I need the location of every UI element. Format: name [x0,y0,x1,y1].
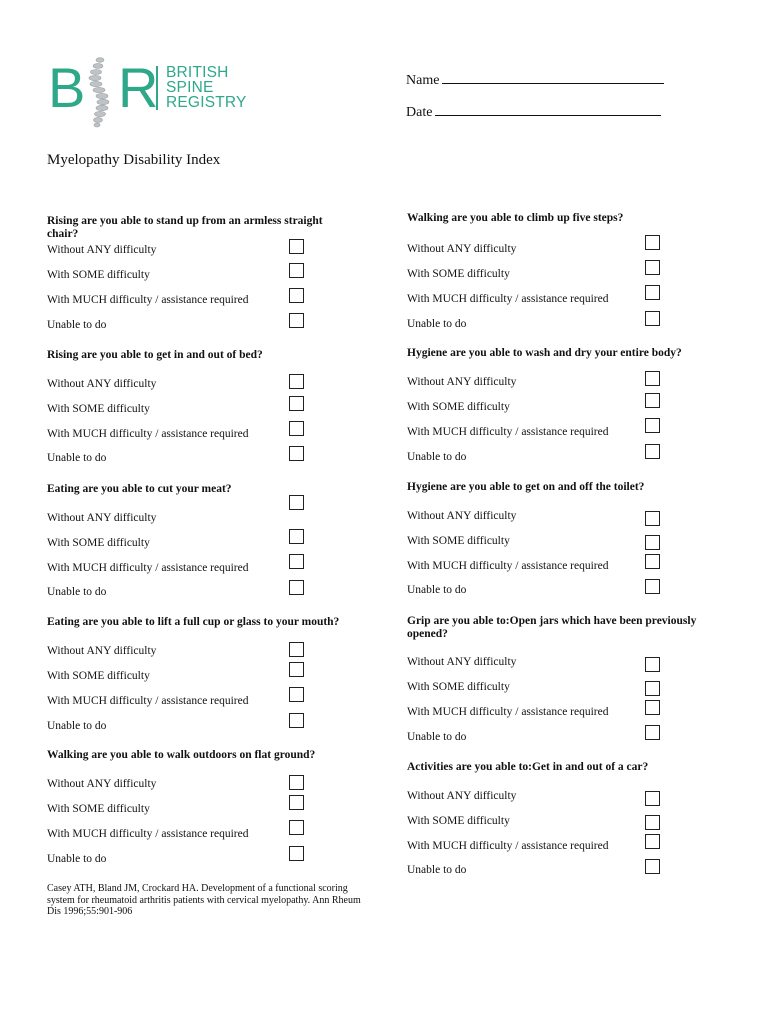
logo-letters [48,54,158,130]
option-label: With MUCH difficulty / assistance required [47,828,249,840]
option-label: With MUCH difficulty / assistance required [47,695,249,707]
checkbox[interactable] [645,371,660,386]
option-label: With SOME difficulty [407,535,510,547]
checkbox[interactable] [645,791,660,806]
option-label: Unable to do [47,452,107,464]
option-label: Without ANY difficulty [47,378,157,390]
option-label: Without ANY difficulty [407,376,517,388]
option-label: With SOME difficulty [47,670,150,682]
question: Hygiene are you able to wash and dry your entire body? [407,347,682,359]
checkbox[interactable] [645,511,660,526]
checkbox[interactable] [289,662,304,677]
checkbox[interactable] [289,580,304,595]
option-label: Without ANY difficulty [47,512,157,524]
checkbox[interactable] [645,834,660,849]
british-spine-registry-logo [48,54,258,130]
question: Walking are you able to climb up five steps? [407,212,624,224]
option-label: With MUCH difficulty / assistance required [407,426,609,438]
option-label: Unable to do [47,720,107,732]
checkbox[interactable] [645,579,660,594]
checkbox[interactable] [645,700,660,715]
option-label: With SOME difficulty [47,537,150,549]
option-label: Unable to do [407,451,467,463]
option-label: Unable to do [47,853,107,865]
checkbox[interactable] [289,313,304,328]
logo-wordmark [166,65,247,110]
checkbox[interactable] [645,393,660,408]
checkbox[interactable] [289,846,304,861]
date-label: Date [406,105,433,120]
checkbox[interactable] [645,418,660,433]
option-label: With MUCH difficulty / assistance required [407,293,609,305]
question: Activities are you able to:Get in and out of a car? [407,761,649,773]
checkbox[interactable] [289,446,304,461]
citation: Casey ATH, Bland JM, Crockard HA. Development of a functional scoring system for rheumatoid arthritis patients with cervical myelopathy. Ann Rheum Dis 1996;55:901-906 [47,883,361,917]
checkbox[interactable] [645,535,660,550]
checkbox[interactable] [289,775,304,790]
option-label: Without ANY difficulty [407,510,517,522]
checkbox[interactable] [645,725,660,740]
logo-letter-r: R [118,56,157,119]
checkbox[interactable] [289,396,304,411]
option-label: With MUCH difficulty / assistance required [47,562,249,574]
checkbox[interactable] [645,285,660,300]
option-label: Without ANY difficulty [47,645,157,657]
page-title: Myelopathy Disability Index [47,152,221,168]
checkbox[interactable] [645,311,660,326]
checkbox[interactable] [645,815,660,830]
option-label: With SOME difficulty [47,269,150,281]
question: Eating are you able to lift a full cup or glass to your mouth? [47,616,340,628]
spine-icon [86,54,114,130]
option-label: With MUCH difficulty / assistance required [407,560,609,572]
option-label: Unable to do [407,318,467,330]
checkbox[interactable] [645,681,660,696]
name-field[interactable] [406,71,664,89]
checkbox[interactable] [289,529,304,544]
question: Eating are you able to cut your meat? [47,483,232,495]
option-label: Unable to do [47,586,107,598]
option-label: Without ANY difficulty [47,778,157,790]
option-label: With SOME difficulty [407,401,510,413]
option-label: With SOME difficulty [47,403,150,415]
question: Hygiene are you able to get on and off the toilet? [407,481,645,493]
option-label: Without ANY difficulty [47,244,157,256]
option-label: With MUCH difficulty / assistance required [407,840,609,852]
checkbox[interactable] [289,421,304,436]
option-label: With SOME difficulty [407,681,510,693]
option-label: Without ANY difficulty [407,790,517,802]
option-label: With SOME difficulty [47,803,150,815]
checkbox[interactable] [289,554,304,569]
name-label: Name [406,73,440,88]
checkbox[interactable] [645,859,660,874]
checkbox[interactable] [289,495,304,510]
question: Grip are you able to:Open jars which have been previously opened? [407,615,697,640]
option-label: Without ANY difficulty [407,656,517,668]
option-label: With SOME difficulty [407,815,510,827]
checkbox[interactable] [645,444,660,459]
logo-text-line: BRITISH [166,64,229,81]
checkbox[interactable] [645,260,660,275]
checkbox[interactable] [289,820,304,835]
logo-letter-b: B [48,56,84,119]
option-label: With SOME difficulty [407,268,510,280]
checkbox[interactable] [289,642,304,657]
option-label: Unable to do [47,319,107,331]
question: Walking are you able to walk outdoors on flat ground? [47,749,316,761]
checkbox[interactable] [289,263,304,278]
option-label: With MUCH difficulty / assistance required [407,706,609,718]
checkbox[interactable] [289,288,304,303]
logo-text-line: REGISTRY [166,94,247,111]
question: Rising are you able to stand up from an armless straight chair? [47,215,323,240]
date-field[interactable] [406,103,661,121]
checkbox[interactable] [289,374,304,389]
option-label: Without ANY difficulty [407,243,517,255]
question: Rising are you able to get in and out of bed? [47,349,263,361]
checkbox[interactable] [289,239,304,254]
checkbox[interactable] [645,657,660,672]
checkbox[interactable] [645,235,660,250]
checkbox[interactable] [289,687,304,702]
name-input-line[interactable] [442,71,664,84]
logo-text-line: SPINE [166,79,214,96]
checkbox[interactable] [289,795,304,810]
option-label: With MUCH difficulty / assistance required [47,294,249,306]
date-input-line[interactable] [435,103,661,116]
option-label: Unable to do [407,731,467,743]
option-label: Unable to do [407,864,467,876]
option-label: With MUCH difficulty / assistance required [47,428,249,440]
checkbox[interactable] [645,554,660,569]
checkbox[interactable] [289,713,304,728]
option-label: Unable to do [407,584,467,596]
logo-divider [156,66,158,110]
